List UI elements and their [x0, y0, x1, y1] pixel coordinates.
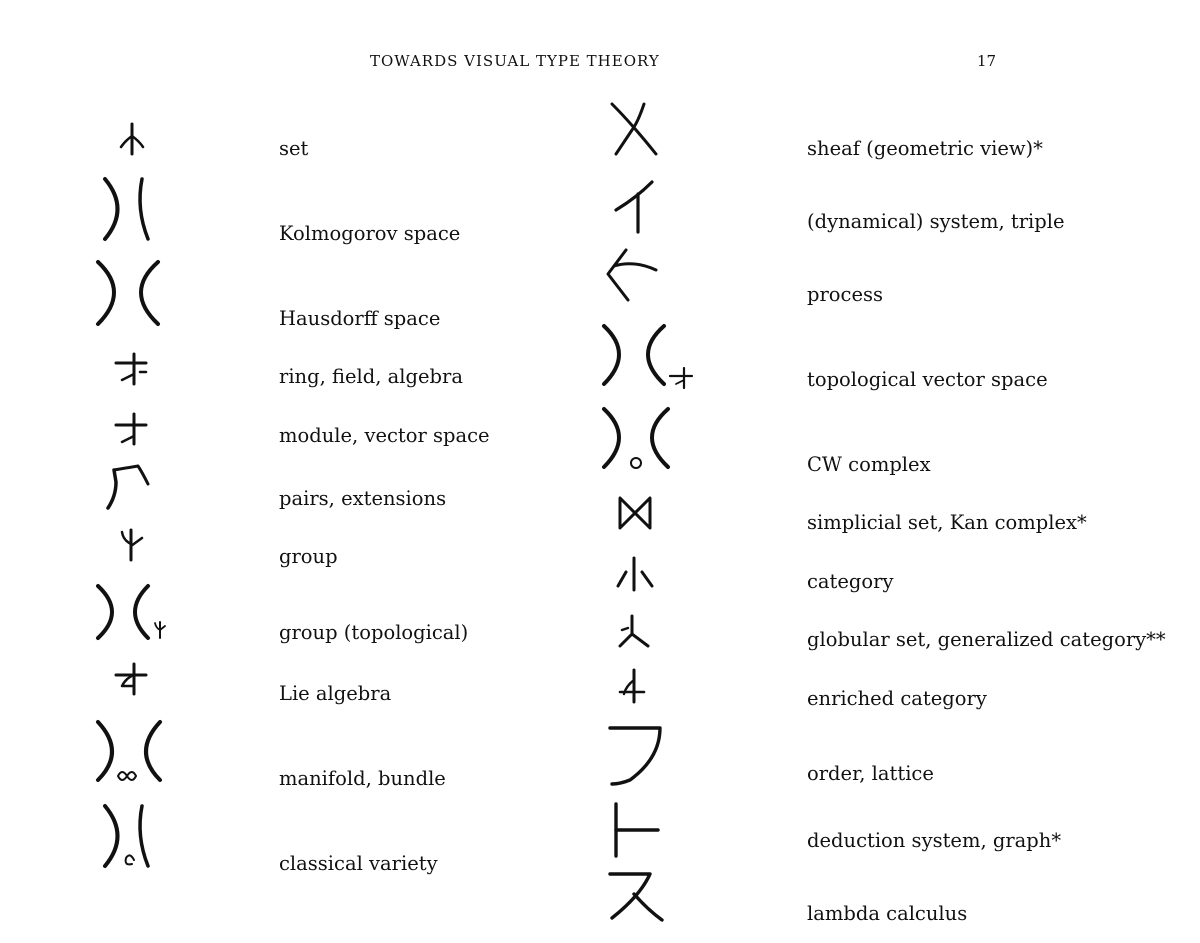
- label-topological-vector-space: topological vector space: [807, 368, 1048, 391]
- label-ring: ring, field, algebra: [279, 365, 463, 388]
- label-classical-variety: classical variety: [279, 852, 438, 875]
- category-glyph: [614, 556, 658, 596]
- order-glyph: [606, 722, 668, 786]
- label-enriched-category: enriched category: [807, 687, 987, 710]
- classical-variety-glyph: [100, 802, 160, 872]
- label-process: process: [807, 283, 884, 306]
- label-set: set: [279, 137, 309, 160]
- ring-glyph: [112, 350, 152, 390]
- enriched-category-glyph: [614, 668, 654, 708]
- topological-group-glyph: [94, 582, 170, 642]
- running-header: TOWARDS VISUAL TYPE THEORY: [370, 52, 660, 70]
- deduction-system-glyph: [608, 800, 664, 860]
- lambda-calculus-glyph: [604, 866, 668, 926]
- label-hausdorff-space: Hausdorff space: [279, 307, 441, 330]
- module-glyph: [112, 410, 152, 450]
- label-deduction-system: deduction system, graph*: [807, 829, 1062, 852]
- label-manifold: manifold, bundle: [279, 767, 446, 790]
- label-topological-group: group (topological): [279, 621, 469, 644]
- label-globular-set: globular set, generalized category**: [807, 628, 1166, 651]
- sheaf-glyph: [608, 100, 664, 158]
- cw-complex-glyph: [600, 405, 674, 471]
- kolmogorov-space-glyph: [100, 175, 160, 243]
- label-lambda-calculus: lambda calculus: [807, 902, 968, 925]
- system-glyph: [612, 178, 660, 236]
- hausdorff-space-glyph: [94, 258, 164, 328]
- manifold-glyph: [92, 718, 168, 788]
- topological-vector-space-glyph: [600, 322, 700, 388]
- label-cw-complex: CW complex: [807, 453, 931, 476]
- label-simplicial-set: simplicial set, Kan complex*: [807, 511, 1087, 534]
- label-pairs: pairs, extensions: [279, 487, 447, 510]
- globular-set-glyph: [614, 612, 658, 652]
- page-number: 17: [977, 52, 997, 70]
- label-kolmogorov-space: Kolmogorov space: [279, 222, 461, 245]
- label-order: order, lattice: [807, 762, 934, 785]
- label-module: module, vector space: [279, 424, 490, 447]
- lie-algebra-glyph: [112, 660, 152, 700]
- pairs-glyph: [104, 462, 154, 512]
- set-glyph: [112, 120, 152, 160]
- simplicial-set-glyph: [616, 494, 656, 534]
- label-category: category: [807, 570, 894, 593]
- process-glyph: [604, 246, 662, 304]
- group-glyph: [114, 528, 148, 564]
- label-sheaf: sheaf (geometric view)*: [807, 137, 1043, 160]
- label-system: (dynamical) system, triple: [807, 210, 1065, 233]
- label-group: group: [279, 545, 338, 568]
- label-lie-algebra: Lie algebra: [279, 682, 392, 705]
